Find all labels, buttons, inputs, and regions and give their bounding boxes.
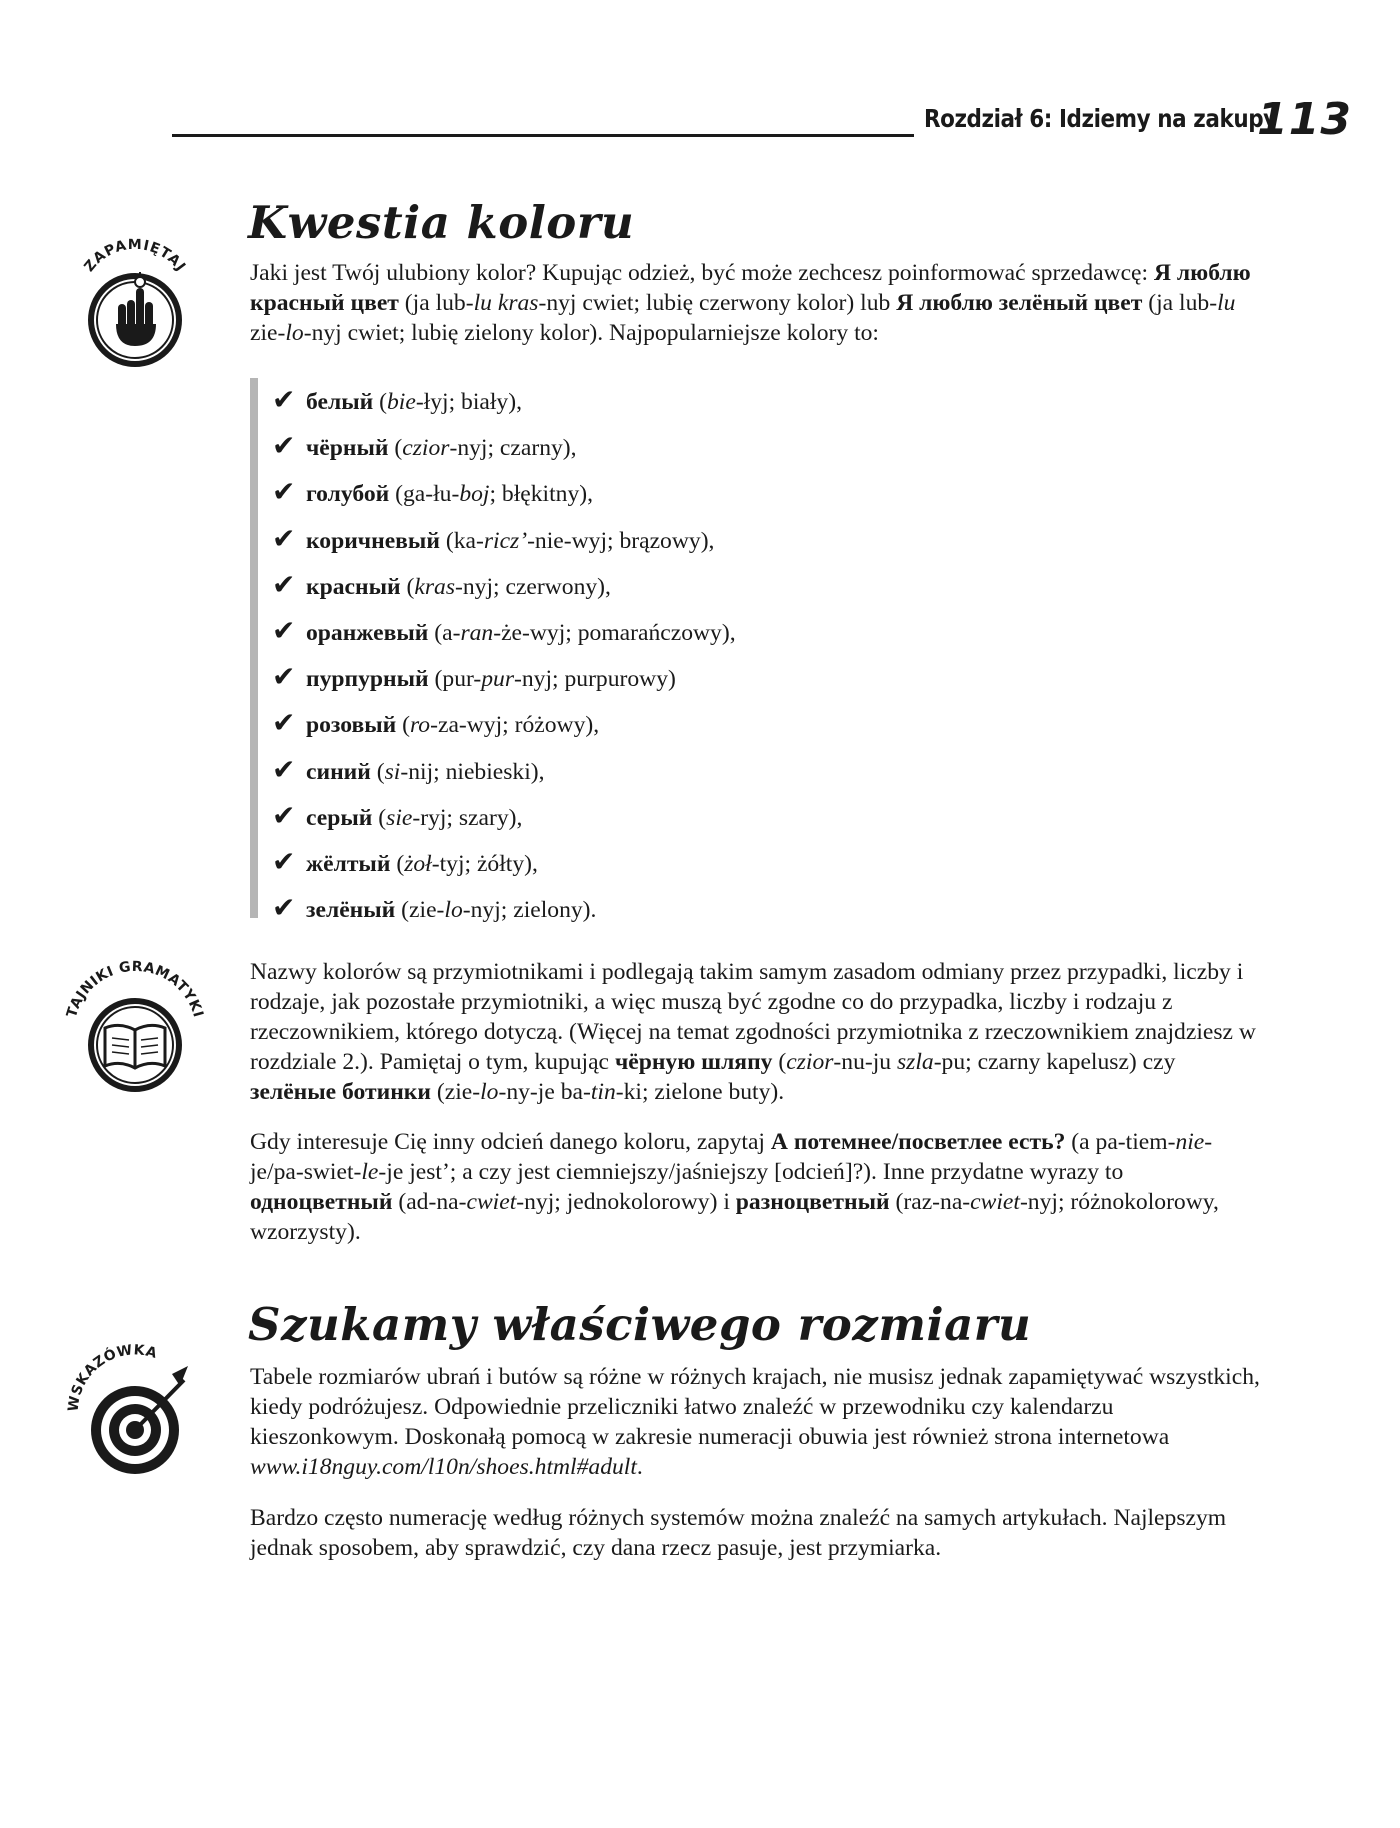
open-book-icon xyxy=(105,1025,165,1068)
chapter-title: Rozdział 6: Idziemy na zakupy xyxy=(924,104,1277,133)
header-rule xyxy=(172,134,914,137)
checkmark-icon: ✔ xyxy=(272,798,296,832)
color-list xyxy=(272,382,736,936)
grammar-note-paragraph: Nazwy kolorów są przymiotnikami i podlegają takim samym zasadom odmiany przez przypadki, liczby i rodzaje, jak pozostałe przymiotniki, a więc muszą być zgodne co do przypadka, liczby i rodzaju z rzeczownikiem, którego dotyczą. (Więcej na temat zgodności przymiotnika z rzeczownikiem znajdziesz w rozdziale 2.). Pamiętaj o tym, kupując чёрную шляпу (czior-nu-ju szla-pu; czarny kapelusz) czy зелёные ботинки (zie-lo-ny-je ba-tin-ki; zielone buty). xyxy=(250,959,1256,1105)
remember-icon xyxy=(60,222,210,372)
checkmark-icon: ✔ xyxy=(272,891,296,925)
color-name-russian: пурпурный xyxy=(306,666,429,693)
shade-note-paragraph: Gdy interesuje Cię inny odcień danego koloru, zapytaj А потемнее/посветлее есть? (a pa-tiem-nie-je/pa-swiet-le-je jest’; a czy jest ciemniejszy/jaśniejszy [odcień]?). Inne przydatne wyrazy to одноцветный (ad-na-cwiet-nyj; jednokolorowy) i разноцветный (raz-na-cwiet-nyj; różnokolorowy, wzorzysty). xyxy=(250,1129,1219,1245)
grammar-icon xyxy=(60,950,210,1100)
colors-intro-paragraph: Jaki jest Twój ulubiony kolor? Kupując odzież, być może zechcesz poinformować sprzedawcę: Я люблю красный цвет (ja lub-lu kras-nyj cwiet; lubię czerwony kolor) lub Я люблю зелёный цвет (ja lub-lu zie-lo-nyj cwiet; lubię zielony kolor). Najpopularniejsze kolory to: xyxy=(250,260,1251,346)
closing-paragraph: Bardzo często numerację według różnych systemów można znaleźć na samych artykułach. Najlepszym jednak sposobem, aby sprawdzić, czy dana rzecz pasuje, jest przymiarka. xyxy=(250,1505,1227,1561)
color-name-russian: голубой xyxy=(306,481,390,508)
svg-text:ZAPAMIĘTAJ xyxy=(81,237,188,275)
section-heading-colors: Kwestia koloru xyxy=(248,196,635,249)
list-item: ✔ пурпурный (pur-pur-nyj; purpurowy) xyxy=(272,660,676,694)
color-name-russian: белый xyxy=(306,389,374,415)
russian-term: зелёные ботинки xyxy=(250,1079,431,1105)
russian-term: одноцветный xyxy=(250,1189,393,1215)
page-number: 113 xyxy=(1257,94,1352,145)
remember-icon-label: ZAPAMIĘTAJ xyxy=(81,236,189,276)
russian-term: Я люблю зелёный цвет xyxy=(896,290,1143,316)
section-heading-size: Szukamy właściwego rozmiaru xyxy=(248,1298,1032,1351)
color-name-russian: розовый xyxy=(306,712,397,739)
tip-icon xyxy=(60,1330,210,1480)
checkmark-icon: ✔ xyxy=(272,567,296,601)
list-item: ✔ розовый (ro-za-wyj; różowy), xyxy=(272,706,600,740)
list-sidebar-bar xyxy=(250,378,258,918)
color-name-russian: зелёный xyxy=(306,897,396,924)
list-item: ✔ зелёный (zie-lo-nyj; zielony). xyxy=(272,891,597,925)
russian-term: А потемнее/посветлее есть? xyxy=(770,1129,1066,1155)
grammar-icon-label: TAJNIKI GRAMATYKI xyxy=(63,958,207,1020)
tip-paragraph: Tabele rozmiarów ubrań i butów są różne w różnych krajach, nie musisz jednak zapamiętywać wszystkich, kiedy podróżujesz. Odpowiednie przeliczniki łatwo znaleźć w przewodniku czy kalendarzu kieszonkowym. Doskonałą pomocą w zakresie numeracji obuwia jest również strona internetowa www.i18nguy.com/l10n/shoes.html#adult. xyxy=(250,1364,1260,1480)
running-header xyxy=(172,94,1362,145)
checkmark-icon: ✔ xyxy=(272,475,296,509)
list-item: ✔ голубой (ga-łu-boj; błękitny), xyxy=(272,475,594,509)
tip-icon-label: WSKAZÓWKA xyxy=(65,1342,159,1413)
color-name-russian: чёрный xyxy=(306,435,389,462)
checkmark-icon: ✔ xyxy=(272,383,296,416)
color-name-russian: жёлтый xyxy=(306,850,391,877)
russian-term: Я люблю красный цвет xyxy=(250,260,1251,316)
list-item: ✔ жёлтый (żoł-tyj; żółty), xyxy=(272,844,538,878)
list-item: ✔ оранжевый (a-ran-że-wyj; pomarańczowy), xyxy=(272,613,736,647)
checkmark-icon: ✔ xyxy=(272,844,296,878)
list-item: ✔ синий (si-nij; niebieski), xyxy=(272,752,545,786)
color-name-russian: красный xyxy=(306,573,401,600)
color-name-russian: серый xyxy=(306,804,373,831)
checkmark-icon: ✔ xyxy=(272,429,296,463)
checkmark-icon: ✔ xyxy=(272,660,296,694)
target-icon xyxy=(91,1366,188,1474)
list-item: ✔ белый (bie-łyj; biały), xyxy=(272,383,522,416)
list-item: ✔ чёрный (czior-nyj; czarny), xyxy=(272,429,577,463)
checkmark-icon: ✔ xyxy=(272,706,296,740)
checkmark-icon: ✔ xyxy=(272,613,296,647)
checkmark-icon: ✔ xyxy=(272,521,296,555)
list-item: ✔ серый (sie-ryj; szary), xyxy=(272,798,523,832)
color-name-russian: синий xyxy=(306,758,371,785)
color-name-russian: коричневый xyxy=(306,527,440,554)
russian-term: чёрную шляпу xyxy=(614,1049,773,1075)
checkmark-icon: ✔ xyxy=(272,752,296,786)
list-item: ✔ коричневый (ka-ricz’-nie-wyj; brązowy), xyxy=(272,521,715,555)
color-name-russian: оранжевый xyxy=(306,619,429,646)
russian-term: разноцветный xyxy=(735,1189,890,1215)
list-item: ✔ красный (kras-nyj; czerwony), xyxy=(272,567,611,601)
